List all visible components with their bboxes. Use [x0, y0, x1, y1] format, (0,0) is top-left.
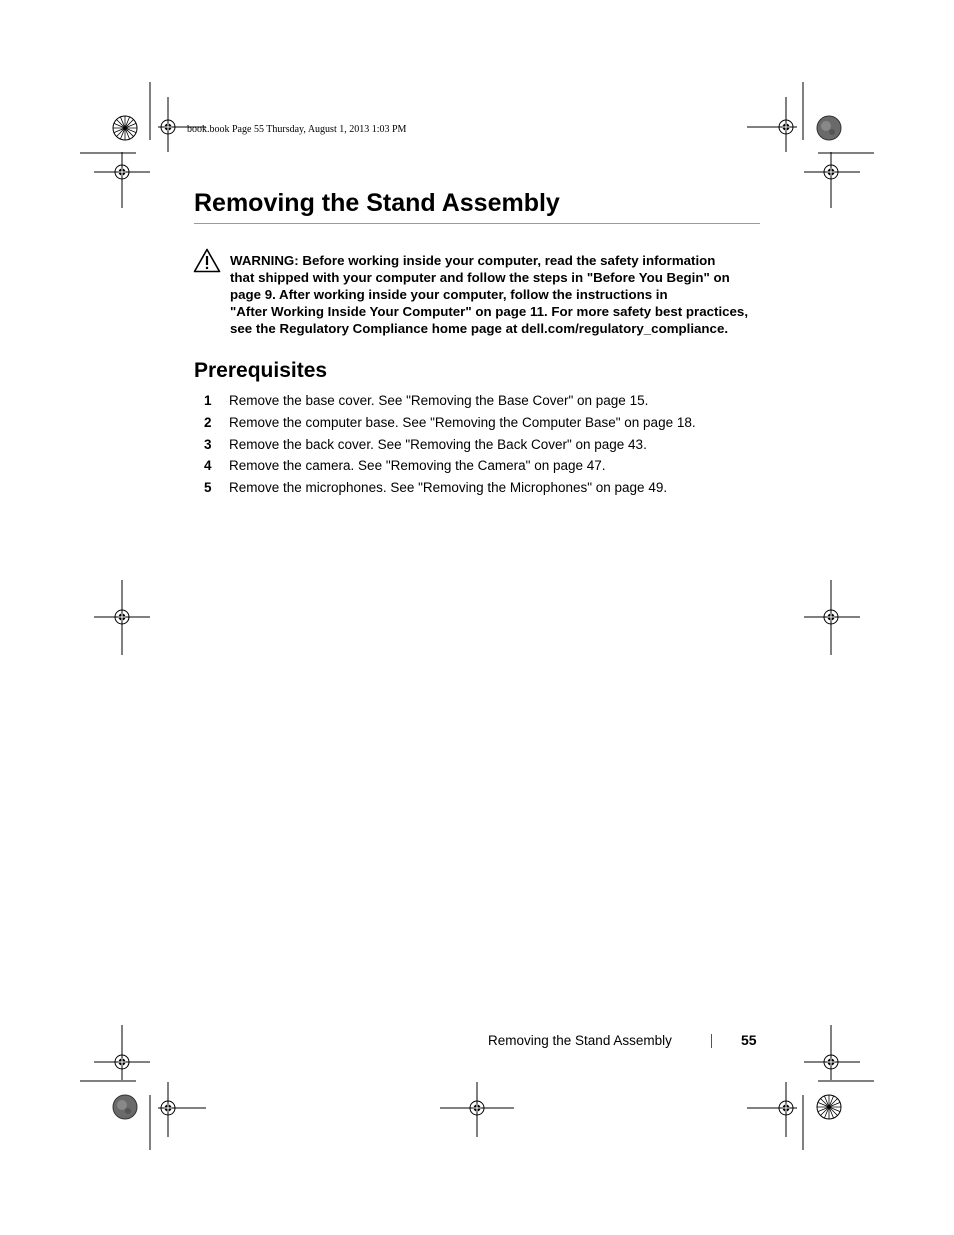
list-item: [204, 457, 696, 479]
list-item: [204, 436, 696, 458]
step-number: 5: [204, 480, 212, 496]
step-number: 2: [204, 414, 212, 430]
title-underline: [194, 223, 760, 224]
warning-line: "After Working Inside Your Computer" on page 11. For more safety best practices,: [230, 304, 749, 319]
warning-line: that shipped with your computer and follow the steps in "Before You Begin" on: [230, 270, 730, 285]
list-item: [204, 414, 696, 436]
color-bar-top-left: [113, 116, 137, 140]
print-slug: book.book Page 55 Thursday, August 1, 2013 1:03 PM: [187, 124, 407, 135]
step-text: Remove the back cover. See "Removing the Back Cover" on page 43.: [229, 436, 647, 452]
step-text: Remove the microphones. See "Removing the Microphones" on page 49.: [229, 480, 668, 496]
step-number: 1: [204, 393, 212, 408]
prerequisites-list: [204, 392, 696, 501]
footer-section-name: Removing the Stand Assembly: [488, 1033, 672, 1048]
step-text: Remove the computer base. See "Removing the Computer Base" on page 18.: [229, 414, 696, 430]
step-text: Remove the camera. See "Removing the Camera" on page 47.: [229, 458, 606, 474]
warning-line: page 9. After working inside your computer, follow the instructions in: [230, 287, 668, 302]
warning-triangle-icon: [193, 248, 221, 273]
warning-line: WARNING: Before working inside your computer, read the safety information: [230, 253, 716, 268]
list-item: [204, 479, 696, 501]
step-number: 3: [204, 436, 212, 452]
prerequisites-heading: Prerequisites: [194, 359, 328, 382]
warning-note: [230, 252, 770, 337]
warning-line: see the Regulatory Compliance home page at dell.com/regulatory_compliance.: [230, 321, 729, 336]
page-title: Removing the Stand Assembly: [194, 189, 560, 217]
page-number: 55: [741, 1032, 757, 1048]
step-text: Remove the base cover. See "Removing the Base Cover" on page 15.: [229, 393, 649, 408]
step-number: 4: [204, 458, 212, 474]
footer-separator: [711, 1034, 712, 1048]
list-item: [204, 392, 696, 414]
